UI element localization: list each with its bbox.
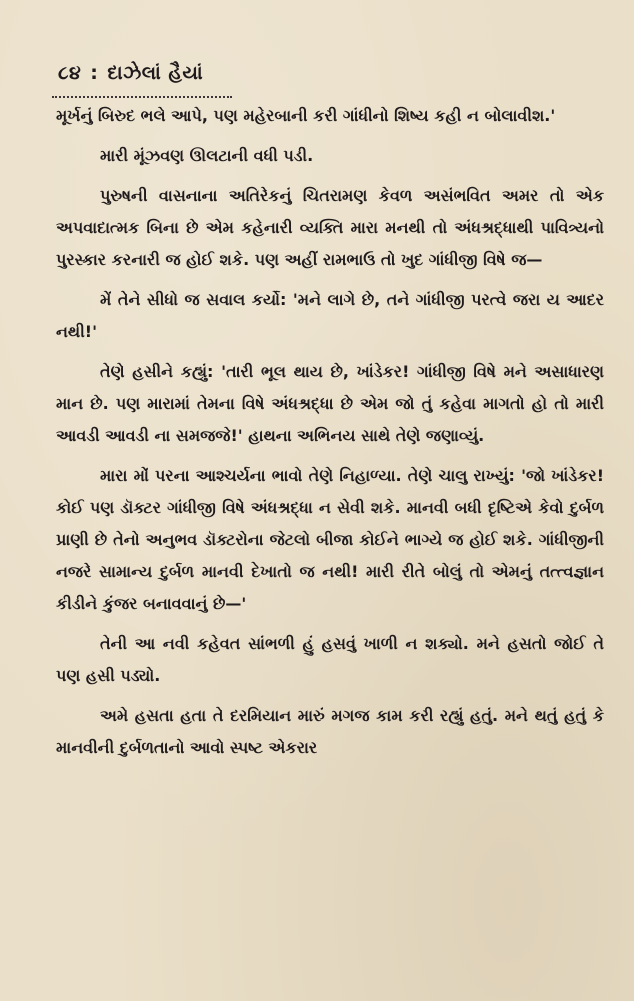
paragraph: પુરુષની વાસનાના અતિરેકનું ચિતરામણ કેવળ અસંભવિત અમર તો એક અપવાદાત્મક બિના છે એમ કહેનારી વ્યક્તિ મારા મનથી તો અંધશ્રદ્ધાથી પાવિત્ર્યનો પુરસ્કાર કરનારી જ હોઈ શકે. પણ અહીં રામભાઉ તો ખુદ ગાંધીજી વિષે જ— <box>56 186 604 269</box>
paragraph: મારા મોં પરના આશ્ચર્યના ભાવો તેણે નિહાળ્યા. તેણે ચાલુ રાખ્યું: 'જો ખાંડેકર! કોઈ પણ ડૉક્ટર ગાંધીજી વિષે અંધશ્રદ્ધા ન સેવી શકે. માનવી બધી દૃષ્ટિએ કેવો દુર્બળ પ્રાણી છે તેનો અનુભવ ડૉક્ટરોના જેટલો બીજા કોઈને ભાગ્યે જ હોઈ શકે. ગાંધીજીની નજરે સામાન્ય દુર્બળ માનવી દેખાતો જ નથી! મારી રીતે બોલું તો એમનું તત્ત્વજ્ઞાન કીડીને કુંજર બનાવવાનું છે—' <box>56 466 604 613</box>
book-title: દાઝેલાં હૈયાં <box>107 62 204 84</box>
page-number: ૮૪ <box>58 62 82 84</box>
paragraph: અમે હસતા હતા તે દરમિયાન મારું મગજ કામ કરી રહ્યું હતું. મને થતું હતું કે માનવીની દુર્બળતાનો આવો સ્પષ્ટ એકરાર <box>56 706 604 757</box>
body-text <box>56 100 604 772</box>
header-rule <box>52 96 232 98</box>
paragraph: મૂર્ખનું બિરુદ ભલે આપે, પણ મહેરબાની કરી ગાંધીનો શિષ્ય કહી ન બોલાવીશ.' <box>56 106 556 125</box>
paragraph: મારી મૂંઝવણ ઊલટાની વધી પડી. <box>100 146 314 165</box>
paragraph: તેની આ નવી કહેવત સાંભળી હું હસવું ખાળી ન શક્યો. મને હસતો જોઈ તે પણ હસી પડ્યો. <box>56 634 604 685</box>
paragraph: મેં તેને સીધો જ સવાલ કર્યો: 'મને લાગે છે, તને ગાંધીજી પરત્વે જરા ય આદર નથી!' <box>56 290 604 341</box>
paragraph: તેણે હસીને કહ્યું: 'તારી ભૂલ થાય છે, ખાંડેકર! ગાંધીજી વિષે મને અસાધારણ માન છે. પણ મારામાં તેમના વિષે અંધશ્રદ્ધા છે એમ જો તું કહેવા માગતો હો તો મારી આવડી આવડી ના સમજજે!' હાથના અભિનય સાથે તેણે જણાવ્યું. <box>56 362 604 445</box>
header-separator: : <box>90 62 99 84</box>
running-head <box>58 62 203 84</box>
